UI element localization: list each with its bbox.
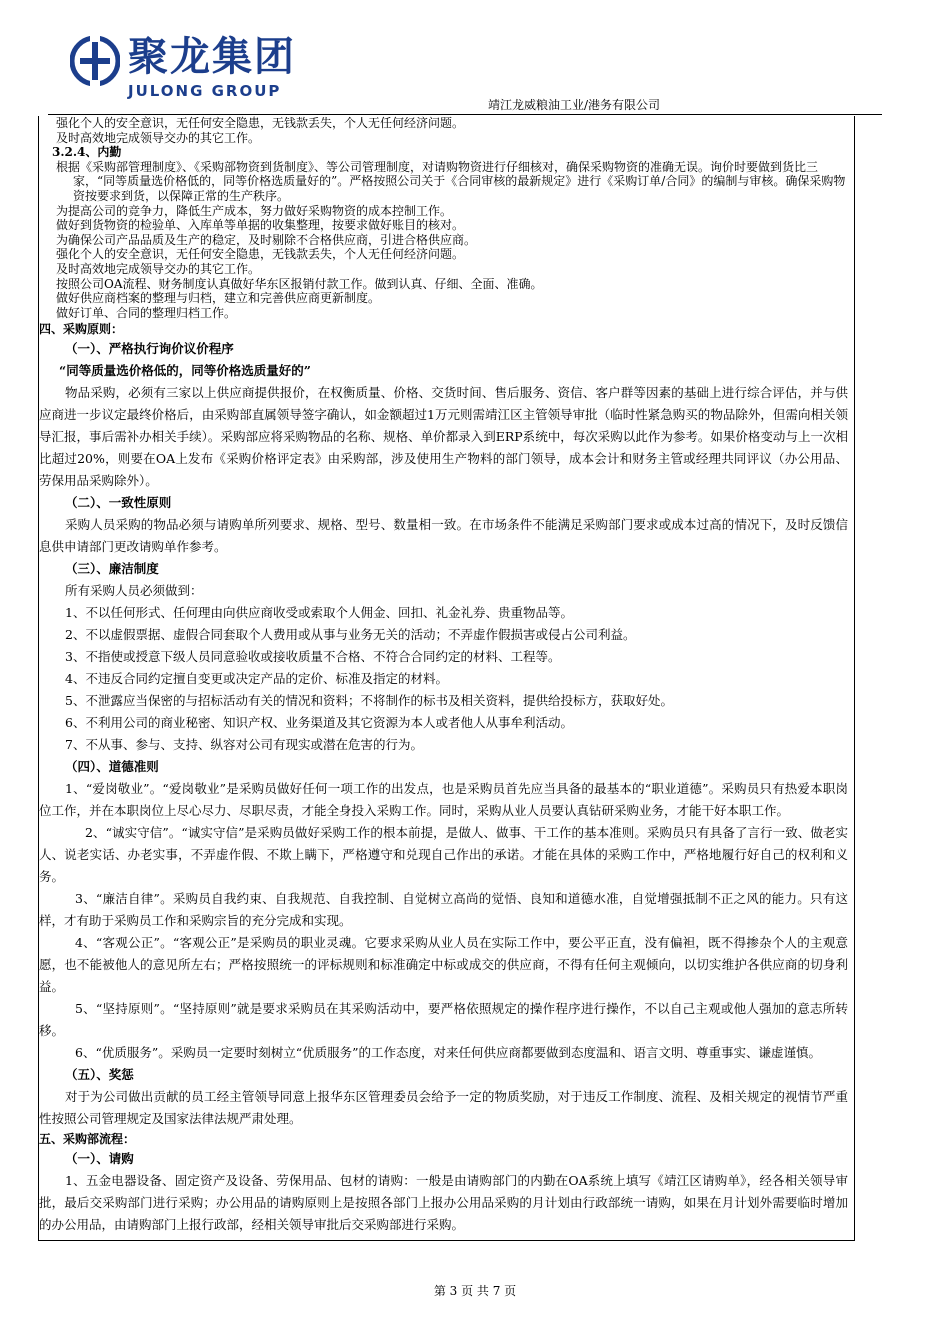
ethic-rule: 1、“爱岗敬业”。“爱岗敬业”是采购员做好任何一项工作的出发点，也是采购员首先应当具备的最基本的“职业道德”。采购员只有热爱本职岗位工作，并在本职岗位上尽心尽力、尽职尽责，才能全身投入采购工作。同时，采购从业人员要认真钻研采购业务，才能干好本职工作。 [39,781,848,819]
intro-line: 及时高效地完成领导交办的其它工作。 [56,130,261,145]
logo-chinese-name: 聚龙集团 [128,34,296,80]
integrity-rule: 7、不从事、参与、支持、纵容对公司有现实或潜在危害的行为。 [65,737,423,753]
intro-line: 强化个人的安全意识，无任何安全隐患，无钱款丢失，个人无任何经济问题。 [56,116,465,130]
ethic-rule: 2、“诚实守信”。“诚实守信”是采购员做好采购工作的根本前提，是做人、做事、干工作的基本准则。采购员只有具备了言行一致、做老实人、说老实话、办老实事，不弄虚作假、不欺上瞒下，严格遵守和兑现自己作出的承诺。才能在具体的采购工作中，严格地履行好自己的权利和义务。 [39,825,848,885]
section-4-3-intro: 所有采购人员必须做到： [65,583,203,599]
integrity-rule: 2、不以虚假票据、虚假合同套取个人费用或从事与业务无关的活动；不弄虚作假损害或侵占公司利益。 [65,627,636,643]
company-name: 靖江龙威粮油工业/港务有限公司 [488,98,661,112]
document-frame [38,116,855,1241]
integrity-rule: 4、不违反合同约定擅自变更或决定产品的定价、标准及指定的材料。 [65,671,448,687]
company-logo [70,32,340,104]
section-4-title: 四、采购原则： [39,322,124,337]
section-324-title: 3.2.4、内勤 [52,145,122,160]
section-4-5-text: 对于为公司做出贡献的员工经主管领导同意上报华东区管理委员会给予一定的物质奖励，对于违反工作制度、流程、及相关规定的视情节严重性按照公司管理规定及国家法律法规严肃处理。 [39,1089,848,1127]
section-4-4-title: （四）、道德准则 [65,759,159,775]
section-4-1-text: 物品采购，必须有三家以上供应商提供报价，在权衡质量、价格、交货时间、售后服务、资信、客户群等因素的基础上进行综合评估，并与供应商进一步议定最终价格后，由采购部直属领导签字确认，如金额超过1万元则需靖江区主管领导审批（临时性紧急购买的物品除外，但需向相关领导汇报，事后需补办相关手续）。采购部应将采购物品的名称、规格、单价都录入到ERP系统中，每次采购以此作为参考。如果价格变动与上一次相比超过20%，则要在OA上发布《采购价格评定表》由采购部，涉及使用生产物料的部门领导，成本会计和财务主管或经理共同评议（办公用品、劳保用品采购除外）。 [39,385,848,489]
integrity-rule: 5、不泄露应当保密的与招标活动有关的情况和资料；不将制作的标书及相关资料，提供给投标方，获取好处。 [65,693,673,709]
section-4-2-text: 采购人员采购的物品必须与请购单所列要求、规格、型号、数量相一致。在市场条件不能满足采购部门要求或成本过高的情况下，及时反馈信息供申请部门更改请购单作参考。 [39,517,848,555]
section-5-1-title: （一）、请购 [65,1151,134,1167]
section-4-3-title: （三）、廉洁制度 [65,561,159,577]
section-324-line: 根据《采购部管理制度》、《采购部物资到货制度》、等公司管理制度，对请购物资进行仔细核对，确保采购物资的准确无误。询价时要做到货比三家，“同等质量选价格低的，同等价格选质量好的”。严格按照公司关于《合同审核的最新规定》进行《采购订单/合同》的编制与审核。确保采购物资按要求到货，以保障正常的生产秩序。 [56,159,846,203]
julong-logo-icon [70,36,120,86]
section-4-5-title: （五）、奖惩 [65,1067,134,1083]
ethic-rule: 4、“客观公正”。“客观公正”是采购员的职业灵魂。它要求采购从业人员在实际工作中，要公平正直，没有偏袒，既不得掺杂个人的主观意愿，也不能被他人的意见所左右；严格按照统一的评标规则和标准确定中标或成交的供应商，不得有任何主观倾向，以切实维护各供应商的切身利益。 [39,935,848,995]
section-324-line: 做好订单、合同的整理归档工作。 [56,305,237,320]
section-4-1-title: （一）、严格执行询价议价程序 [65,341,234,357]
section-5-1-text: 1、五金电器设备、固定资产及设备、劳保用品、包材的请购：一般是由请购部门的内勤在OA系统上填写《靖江区请购单》，经各相关领导审批，最后交采购部门进行采购；办公用品的请购原则上是按照各部门上报办公用品采购的月计划由行政部统一请购，如果在月计划外需要临时增加的办公用品，由请购部门上报行政部，经相关领导审批后交采购部进行采购。 [39,1173,848,1233]
integrity-rule: 6、不利用公司的商业秘密、知识产权、业务渠道及其它资源为本人或者他人从事牟利活动。 [65,715,573,731]
section-324-line: 按照公司OA流程、财务制度认真做好华东区报销付款工作。做到认真、仔细、全面、准确。 [56,276,543,291]
document-body [39,116,854,1236]
section-324-line: 做好到货物资的检验单、入库单等单据的收集整理，按要求做好账目的核对。 [56,218,465,233]
section-324-line: 及时高效地完成领导交办的其它工作。 [56,261,261,276]
ethic-rule: 3、“廉洁自律”。采购员自我约束、自我规范、自我控制、自觉树立高尚的觉悟、良知和道德水准，自觉增强抵制不正之风的能力。只有这样，才有助于采购员工作和采购宗旨的充分完成和实现。 [39,891,848,929]
integrity-rule: 3、不指使或授意下级人员同意验收或接收质量不合格、不符合合同约定的材料、工程等。 [65,649,561,665]
logo-english-name: JULONG GROUP [128,82,282,100]
section-5-title: 五、采购部流程： [39,1132,136,1147]
section-4-2-title: （二）、一致性原则 [65,495,172,511]
header-divider [48,114,882,115]
section-324-line: 强化个人的安全意识，无任何安全隐患，无钱款丢失，个人无任何经济问题。 [56,247,465,262]
section-4-1-slogan: “同等质量选价格低的，同等价格选质量好的” [59,363,311,379]
page-number: 第 3 页 共 7 页 [433,1284,517,1298]
ethic-rule: 5、“坚持原则”。“坚持原则”就是要求采购员在其采购活动中，要严格依照规定的操作程序进行操作，不以自己主观或他人强加的意志所转移。 [39,1001,848,1039]
intro-block [39,116,848,320]
section-324-line: 做好供应商档案的整理与归档，建立和完善供应商更新制度。 [56,291,381,306]
integrity-rule: 1、不以任何形式、任何理由向供应商收受或索取个人佣金、回扣、礼金礼券、贵重物品等。 [65,605,573,621]
section-324-line: 为提高公司的竞争力，降低生产成本，努力做好采购物资的成本控制工作。 [56,203,453,218]
ethic-rule: 6、“优质服务”。采购员一定要时刻树立“优质服务”的工作态度，对来任何供应商都要做到态度温和、语言文明、尊重事实、谦虚谨慎。 [75,1045,822,1061]
section-324-line: 为确保公司产品品质及生产的稳定，及时剔除不合格供应商，引进合格供应商。 [56,232,477,247]
